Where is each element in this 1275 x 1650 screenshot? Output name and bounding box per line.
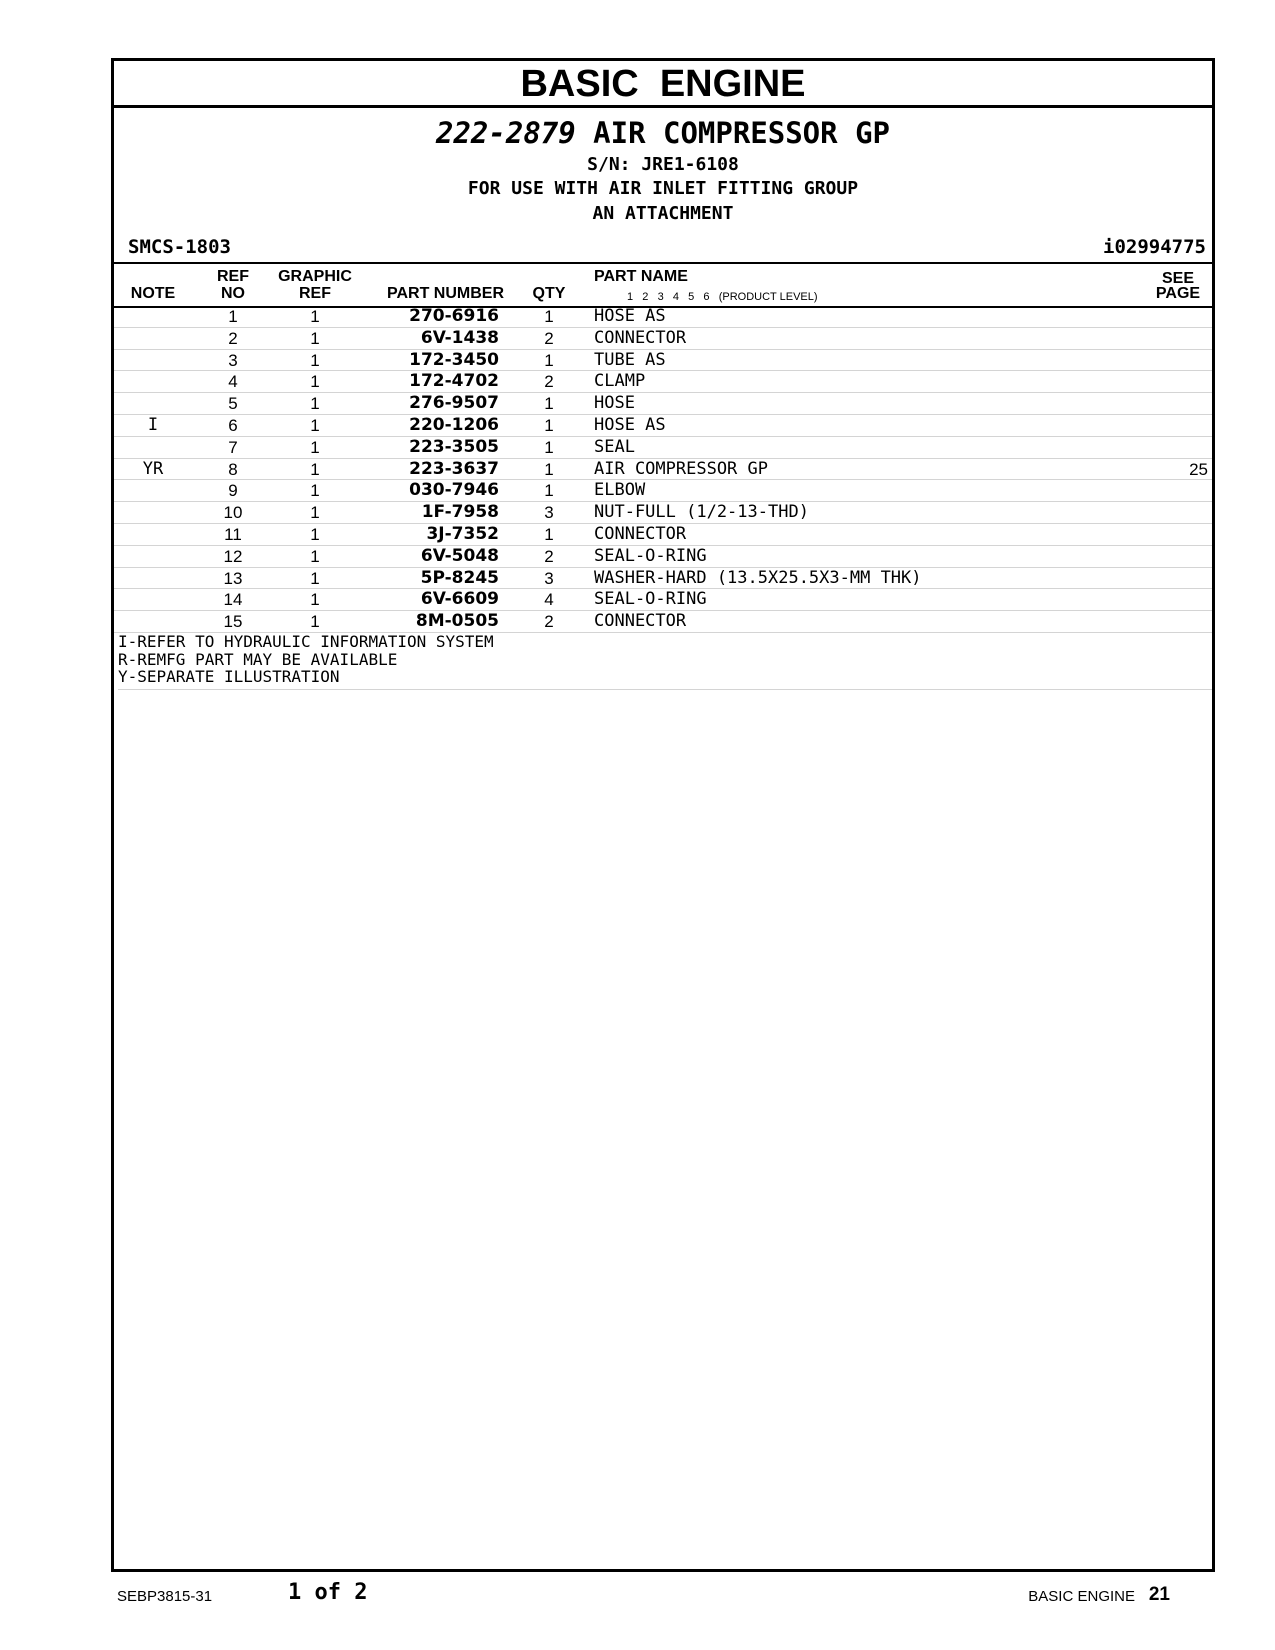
row-qty: 1 xyxy=(544,459,554,479)
row-ref-no: 11 xyxy=(224,524,242,544)
row-part-number: 270-6916 xyxy=(409,306,499,326)
row-qty: 4 xyxy=(544,590,554,610)
footer-page-of: 1 of 2 xyxy=(288,1580,368,1605)
row-ref-no: 3 xyxy=(228,350,238,370)
row-part-name: WASHER-HARD (13.5X25.5X3-MM THK) xyxy=(594,567,922,588)
parts-list xyxy=(114,306,1212,633)
document-identifier: i02994775 xyxy=(1103,236,1206,258)
row-qty: 3 xyxy=(544,503,554,523)
table-row xyxy=(114,589,1212,611)
column-part-name: PART NAME xyxy=(594,268,688,285)
footer-page-number: 21 xyxy=(1148,1584,1170,1605)
serial-number: S/N: JRE1-6108 xyxy=(587,154,739,175)
row-qty: 1 xyxy=(544,350,554,370)
row-part-number: 276-9507 xyxy=(409,393,499,414)
row-graphic-ref: 1 xyxy=(310,437,320,457)
row-part-number: 8M-0505 xyxy=(415,611,499,632)
row-part-number: 220-1206 xyxy=(409,414,499,435)
smcs-code: SMCS-1803 xyxy=(128,236,231,258)
group-number: 222-2879 xyxy=(436,116,576,150)
group-name: AIR COMPRESSOR GP xyxy=(593,116,890,150)
table-row xyxy=(114,437,1212,459)
row-part-name: AIR COMPRESSOR GP xyxy=(594,458,768,479)
row-ref-no: 15 xyxy=(223,612,243,632)
row-ref-no: 5 xyxy=(228,394,238,414)
column-graphic-top: GRAPHIC xyxy=(278,268,352,285)
table-row xyxy=(114,306,1212,328)
table-header xyxy=(114,262,1212,308)
table-row xyxy=(114,502,1212,524)
use-with-note: FOR USE WITH AIR INLET FITTING GROUP xyxy=(467,178,859,199)
legend-note-y: Y-SEPARATE ILLUSTRATION xyxy=(118,667,340,686)
row-graphic-ref: 1 xyxy=(310,590,320,610)
table-row xyxy=(114,611,1212,633)
column-part-number: PART NUMBER xyxy=(386,285,504,302)
row-part-name: CONNECTOR xyxy=(594,611,687,632)
row-note: I xyxy=(147,414,159,435)
row-part-number: 172-4702 xyxy=(409,371,499,392)
footer-doc-number: SEBP3815-31 xyxy=(117,1588,213,1605)
row-ref-no: 14 xyxy=(223,590,243,610)
row-ref-no: 8 xyxy=(228,459,238,479)
notes-legend xyxy=(118,633,1212,690)
column-qty: QTY xyxy=(532,285,566,302)
column-see-bottom: PAGE xyxy=(1155,285,1201,302)
attachment-note: AN ATTACHMENT xyxy=(592,203,734,224)
row-part-name: CONNECTOR xyxy=(594,523,687,544)
row-ref-no: 6 xyxy=(228,415,238,435)
row-qty: 1 xyxy=(544,415,554,435)
row-part-name: HOSE xyxy=(594,393,635,414)
row-qty: 2 xyxy=(544,612,554,632)
product-level-scale: 1 2 3 4 5 6 (PRODUCT LEVEL) xyxy=(627,291,818,303)
row-part-number: 6V-5048 xyxy=(420,545,499,566)
row-ref-no: 4 xyxy=(228,372,238,392)
column-ref-top: REF xyxy=(217,268,249,285)
row-qty: 1 xyxy=(544,524,554,544)
row-qty: 1 xyxy=(544,394,554,414)
row-see-page: 25 xyxy=(1189,459,1208,479)
row-part-name: HOSE AS xyxy=(594,306,666,326)
row-graphic-ref: 1 xyxy=(310,524,320,544)
row-part-name: HOSE AS xyxy=(594,414,666,435)
row-part-name: CLAMP xyxy=(594,371,646,392)
footer-section: BASIC ENGINE xyxy=(1028,1588,1135,1605)
row-part-number: 172-3450 xyxy=(409,349,499,370)
row-part-name: ELBOW xyxy=(594,480,646,501)
table-row xyxy=(114,459,1212,481)
row-part-number: 6V-1438 xyxy=(420,327,499,348)
row-qty: 1 xyxy=(544,481,554,501)
section-title: BASIC ENGINE xyxy=(114,61,1212,108)
row-part-name: CONNECTOR xyxy=(594,327,687,348)
row-part-number: 3J-7352 xyxy=(426,523,499,544)
row-graphic-ref: 1 xyxy=(310,328,320,348)
page-footer xyxy=(0,1580,1275,1620)
row-qty: 2 xyxy=(544,546,554,566)
table-row xyxy=(114,480,1212,502)
table-row xyxy=(114,393,1212,415)
column-see-top: SEE xyxy=(1161,270,1194,287)
row-ref-no: 9 xyxy=(228,481,238,501)
row-part-number: 5P-8245 xyxy=(420,567,499,588)
row-qty: 1 xyxy=(544,307,554,326)
row-ref-no: 12 xyxy=(223,546,243,566)
column-note: NOTE xyxy=(130,285,176,302)
row-ref-no: 13 xyxy=(223,568,243,588)
row-graphic-ref: 1 xyxy=(310,350,320,370)
row-graphic-ref: 1 xyxy=(310,568,320,588)
row-note: YR xyxy=(142,458,164,479)
table-row xyxy=(114,415,1212,437)
row-ref-no: 10 xyxy=(223,503,243,523)
row-part-name: TUBE AS xyxy=(594,349,666,370)
table-row xyxy=(114,350,1212,372)
column-graphic-bottom: REF xyxy=(299,285,331,302)
row-graphic-ref: 1 xyxy=(310,503,320,523)
row-part-number: 223-3637 xyxy=(409,458,499,479)
column-ref-bottom: NO xyxy=(221,285,245,302)
row-part-number: 223-3505 xyxy=(409,436,499,457)
row-part-name: SEAL-O-RING xyxy=(594,545,707,566)
parts-page-frame xyxy=(111,58,1215,1572)
row-ref-no: 1 xyxy=(228,307,238,326)
row-graphic-ref: 1 xyxy=(310,546,320,566)
row-graphic-ref: 1 xyxy=(310,612,320,632)
row-ref-no: 2 xyxy=(228,328,238,348)
row-ref-no: 7 xyxy=(228,437,238,457)
group-title xyxy=(114,115,1212,151)
table-row xyxy=(114,524,1212,546)
row-qty: 3 xyxy=(544,568,554,588)
table-row xyxy=(114,546,1212,568)
row-graphic-ref: 1 xyxy=(310,372,320,392)
table-row xyxy=(114,568,1212,590)
row-qty: 2 xyxy=(544,372,554,392)
row-part-name: SEAL-O-RING xyxy=(594,589,707,610)
row-graphic-ref: 1 xyxy=(310,307,320,326)
row-part-number: 1F-7958 xyxy=(421,502,499,523)
table-row xyxy=(114,371,1212,393)
row-part-number: 6V-6609 xyxy=(420,589,499,610)
row-part-number: 030-7946 xyxy=(409,480,499,501)
row-part-name: SEAL xyxy=(594,436,635,457)
row-graphic-ref: 1 xyxy=(310,459,320,479)
table-row xyxy=(114,328,1212,350)
legend-note-i: I-REFER TO HYDRAULIC INFORMATION SYSTEM xyxy=(118,632,494,651)
row-graphic-ref: 1 xyxy=(310,415,320,435)
row-part-name: NUT-FULL (1/2-13-THD) xyxy=(594,502,809,523)
legend-note-r: R-REMFG PART MAY BE AVAILABLE xyxy=(118,649,398,669)
row-qty: 1 xyxy=(544,437,554,457)
row-graphic-ref: 1 xyxy=(310,481,320,501)
row-graphic-ref: 1 xyxy=(310,394,320,414)
row-qty: 2 xyxy=(544,328,554,348)
